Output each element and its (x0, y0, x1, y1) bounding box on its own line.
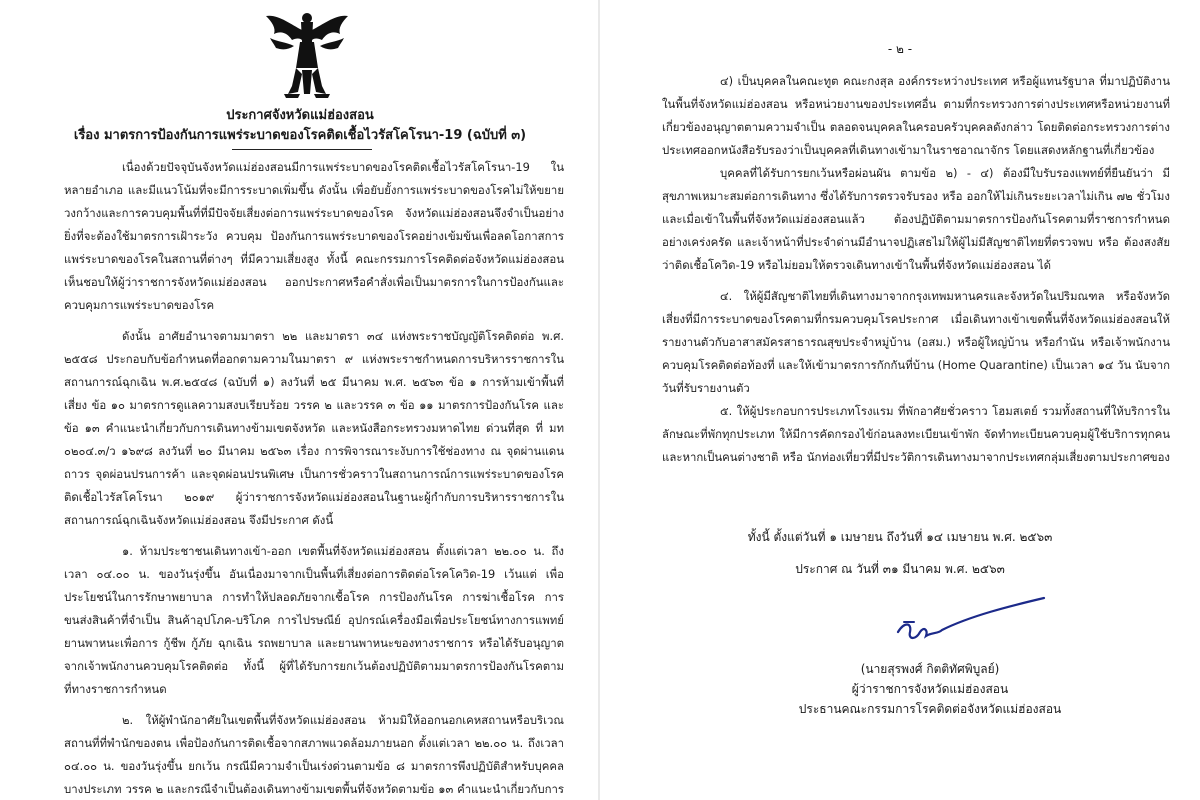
left-page-body (64, 156, 564, 800)
handwritten-signature (890, 592, 1050, 648)
signer-position-committee: ประธานคณะกรรมการโรคติดต่อจังหวัดแม่ฮ่องสอน (798, 702, 1062, 716)
announcement-page-2 (600, 0, 1200, 800)
paragraph-clause-1: ๑. ห้ามประชาชนเดินทางเข้า-ออก เขตพื้นที่จังหวัดแม่ฮ่องสอน ตั้งแต่เวลา ๒๒.๐๐ น. ถึง เวลา ๐๔.๐๐ น. ของวันรุ่งขึ้น อันเนื่องมาจากเป็นพื้นที่เสี่ยงต่อการติดต่อโรคโควิด-19 เว้นแต่ เพื่อประโยชน์ในการรักษาพยาบาล การทำให้ปลอดภัยจากเชื้อโรค การป้องกันโรค การฆ่าเชื้อโรค การขนส่งสินค้าที่จำเป็น สินค้าอุปโภค-บริโภค การไปรษณีย์ อุปกรณ์เครื่องมือเพื่อประโยชน์ทางการแพทย์ ยานพาหนะเพื่อการ กู้ชีพ กู้ภัย ฉุกเฉิน รถพยาบาล และยานพาหนะของทางราชการ หรือได้รับอนุญาตจากเจ้าพนักงานควบคุมโรคติดต่อ ทั้งนี้ ผู้ที่ได้รับการยกเว้นต้องปฏิบัติตามมาตรการป้องกันโรคตามที่ทางราชการกำหนด (64, 544, 564, 696)
announcement-title: ประกาศจังหวัดแม่ฮ่องสอน (226, 108, 374, 123)
paragraph-exemption-conditions: บุคคลที่ได้รับการยกเว้นหรือผ่อนผัน ตามข้อ ๒) - ๔) ต้องมีใบรับรองแพทย์ที่ยืนยันว่า มีสุขภาพเหมาะสมต่อการเดินทาง ซึ่งได้รับการตรวจรับรอง หรือ ออกให้ไม่เกินระยะเวลาไม่เกิน ๗๒ ชั่วโมง และเมื่อเข้าในพื้นที่จังหวัดแม่ฮ่องสอนแล้ว ต้องปฏิบัติตามมาตรการป้องกันโรคตามที่ราชการกำหนดอย่างเคร่งครัด และเจ้าหน้าที่ประจำด่านมีอำนาจปฏิเสธไม่ให้ผู้ไม่มีสัญชาติไทยที่ตรวจพบ หรือ ต้องสงสัยว่าติดเชื้อโควิด-19 หรือไม่ยอมให้ตรวจเดินทางเข้าในพื้นที่จังหวัดแม่ฮ่องสอน ได้ (662, 166, 1170, 272)
paragraph-exemption-4: ๔) เป็นบุคคลในคณะทูต คณะกงสุล องค์กรระหว่างประเทศ หรือผู้แทนรัฐบาล ที่มาปฏิบัติงานในพื้นที่จังหวัดแม่ฮ่องสอน หรือหน่วยงานของประเทศอื่น ตามที่กระทรวงการต่างประเทศหรือหน่วยงานที่เกี่ยวข้องอนุญาตตามความจำเป็น ตลอดจนบุคคลในครอบครัวบุคคลดังกล่าว โดยติดต่อกระทรวงการต่างประเทศออกหนังสือรับรองว่าเป็นบุคคลที่เดินทางเข้ามาในราชอาณาจักร โดยแสดงหลักฐานที่เกี่ยวข้อง (662, 74, 1170, 157)
announcement-subject: เรื่อง มาตรการป้องกันการแพร่ระบาดของโรคติดเชื้อไวรัสโคโรนา-19 (ฉบับที่ ๓) (73, 128, 527, 143)
paragraph-clause-4: ๔. ให้ผู้มีสัญชาติไทยที่เดินทางมาจากกรุงเทพมหานครและจังหวัดในปริมณฑล หรือจังหวัดเสี่ยงที่มีการระบาดของโรคตามที่กรมควบคุมโรคประกาศ เมื่อเดินทางเข้าเขตพื้นที่จังหวัดแม่ฮ่องสอนให้รายงานตัวกับอาสาสมัครสาธารณสุขประจำหมู่บ้าน (อสม.) หรือผู้ใหญ่บ้าน หรือกำนัน หรือเจ้าพนักงานควบคุมโรคติดต่อท้องที่ และให้เข้ามาตรการกักกันที่บ้าน (Home Quarantine) เป็นเวลา ๑๔ วัน นับจากวันที่รับรายงานตัว (662, 289, 1170, 395)
page-number: - ๒ - (887, 42, 913, 56)
signer-name: (นายสุรพงศ์ กิตติทัศพิบูลย์) (860, 662, 1000, 676)
garuda-emblem-icon (262, 8, 352, 100)
paragraph-clause-5: ๕. ให้ผู้ประกอบการประเภทโรงแรม ที่พักอาศัยชั่วคราว โฮมสเตย์ รวมทั้งสถานที่ให้บริการในลักษณะที่พักทุกประเภท ให้มีการคัดกรองไข้ก่อนลงทะเบียนเข้าพัก จัดทำทะเบียนควบคุมผู้ใช้บริการทุกคน และหากเป็นคนต่างชาติ หรือ นักท่องเที่ยวที่มีประวัติการเดินทางมาจากประเทศกลุ่มเสี่ยงตามประกาศของ (662, 404, 1170, 464)
signer-position-governor: ผู้ว่าราชการจังหวัดแม่ฮ่องสอน (851, 682, 1009, 696)
announce-date: ประกาศ ณ วันที่ ๓๑ มีนาคม พ.ศ. ๒๕๖๓ (795, 562, 1005, 576)
effective-date: ทั้งนี้ ตั้งแต่วันที่ ๑ เมษายน ถึงวันที่ ๑๔ เมษายน พ.ศ. ๒๕๖๓ (747, 530, 1053, 544)
paragraph-preamble: เนื่องด้วยปัจจุบันจังหวัดแม่ฮ่องสอนมีการแพร่ระบาดของโรคติดเชื้อไวรัสโคโรนา-19 ในหลายอำเภอ และมีแนวโน้มที่จะมีการระบาดเพิ่มขึ้น ดังนั้น เพื่อยับยั้งการแพร่ระบาดของโรคไม่ให้ขยายวงกว้างและการควบคุมพื้นที่ที่มีปัจจัยเสี่ยงต่อการแพร่ระบาดของโรค จังหวัดแม่ฮ่องสอนจึงจำเป็นอย่างยิ่งที่จะต้องใช้มาตรการเฝ้าระวัง ควบคุม ป้องกันการแพร่ระบาดของโรคอย่างเข้มข้นเพื่อลดโอกาสการแพร่ระบาดของโรคในสถานที่ต่างๆ ที่มีความเสี่ยงสูง ทั้งนี้ คณะกรรมการโรคติดต่อจังหวัดแม่ฮ่องสอน เห็นชอบให้ผู้ว่าราชการจังหวัดแม่ฮ่องสอน ออกประกาศหรือคำสั่งเพื่อเป็นมาตรการในการป้องกันและควบคุมการแพร่ระบาดของโรค (64, 160, 564, 312)
title-divider (232, 149, 372, 150)
paragraph-legal-basis: ดังนั้น อาศัยอำนาจตามมาตรา ๒๒ และมาตรา ๓๔ แห่งพระราชบัญญัติโรคติดต่อ พ.ศ. ๒๕๕๘ ประกอบกับข้อกำหนดที่ออกตามความในมาตรา ๙ แห่งพระราชกำหนดการบริหารราชการในสถานการณ์ฉุกเฉิน พ.ศ.๒๕๔๘ (ฉบับที่ ๑) ลงวันที่ ๒๕ มีนาคม พ.ศ. ๒๕๖๓ ข้อ ๑ การห้ามเข้าพื้นที่เสี่ยง ข้อ ๑๐ มาตรการดูแลความสงบเรียบร้อย วรรค ๒ และวรรค ๓ ข้อ ๑๑ มาตรการป้องกันโรค และข้อ ๑๓ คำแนะนำเกี่ยวกับการเดินทางข้ามเขตจังหวัด และหนังสือกระทรวงมหาดไทย ด่วนที่สุด ที่ มท ๐๒๐๔.๓/ว ๑๖๙๘ ลงวันที่ ๒๐ มีนาคม ๒๕๖๓ เรื่อง การพิจารณาระงับการใช้ช่องทาง ณ จุดผ่านแดนถาวร จุดผ่อนปรนการค้า และจุดผ่อนปรนพิเศษ เป็นการชั่วคราวในสถานการณ์การแพร่ระบาดของโรคติดเชื้อไวรัสโคโรนา ๒๐๑๙ ผู้ว่าราชการจังหวัดแม่ฮ่องสอนในฐานะผู้กำกับการบริหารราชการในสถานการณ์ฉุกเฉินจังหวัดแม่ฮ่องสอน จึงมีประกาศ ดังนี้ (64, 329, 564, 527)
paragraph-clause-2: ๒. ให้ผู้พำนักอาศัยในเขตพื้นที่จังหวัดแม่ฮ่องสอน ห้ามมิให้ออกนอกเคหสถานหรือบริเวณสถานที่ที่พำนักของตน เพื่อป้องกันการติดเชื้อจากสภาพแวดล้อมภายนอก ตั้งแต่เวลา ๒๒.๐๐ น. ถึงเวลา ๐๔.๐๐ น. ของวันรุ่งขึ้น ยกเว้น กรณีมีความจำเป็นเร่งด่วนตามข้อ ๘ มาตรการพึงปฏิบัติสำหรับบุคคลบางประเภท วรรค ๒ และกรณีจำเป็นต้องเดินทางข้ามเขตพื้นที่จังหวัดตามข้อ ๑๓ คำแนะนำเกี่ยวกับการ (64, 713, 564, 796)
right-page-body (662, 70, 1170, 470)
